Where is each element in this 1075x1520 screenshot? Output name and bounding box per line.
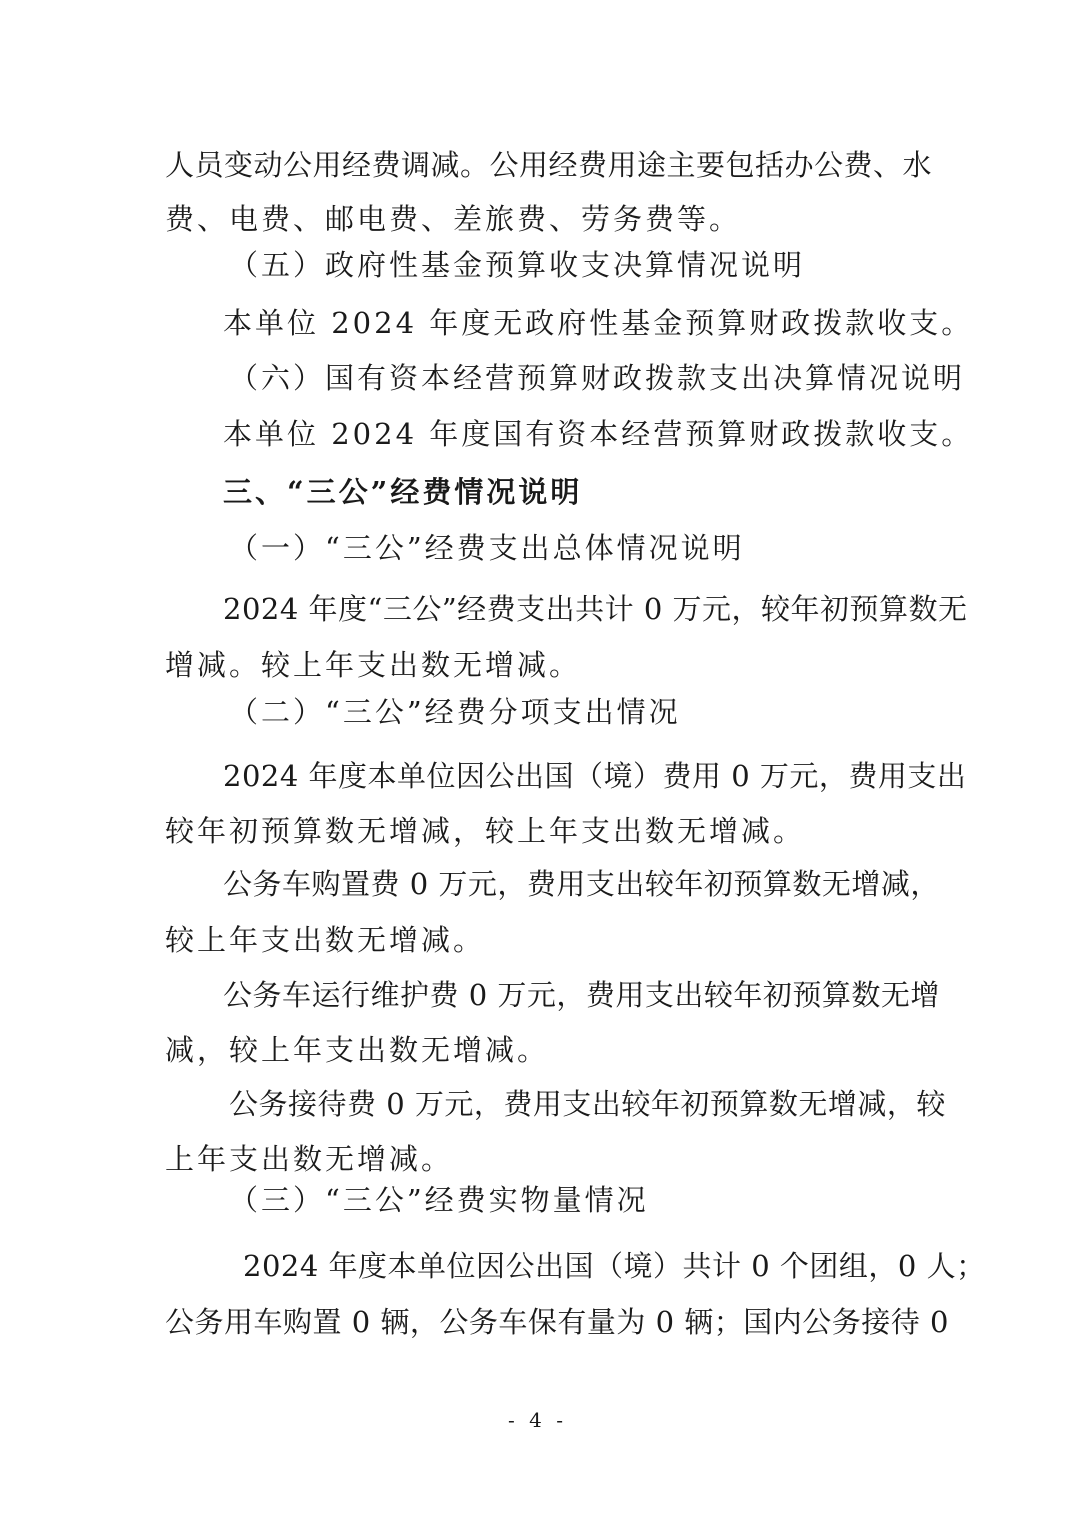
- section-heading: （三）“三公”经费实物量情况: [229, 1183, 649, 1217]
- body-text-line: 2024 年度本单位因公出国（境）费用 0 万元，费用支出: [223, 759, 967, 793]
- body-text-line: 2024 年度本单位因公出国（境）共计 0 个团组，0 人；: [243, 1249, 986, 1283]
- section-heading: （五）政府性基金预算收支决算情况说明: [229, 248, 806, 282]
- body-text-line: 公务用车购置 0 辆，公务车保有量为 0 辆；国内公务接待 0: [165, 1305, 949, 1339]
- body-text-line: 人员变动公用经费调减。公用经费用途主要包括办公费、水: [165, 148, 933, 182]
- body-text-line: 费、电费、邮电费、差旅费、劳务费等。: [165, 202, 742, 236]
- body-text-line: 增减。较上年支出数无增减。: [165, 648, 582, 682]
- body-text-line: 本单位 2024 年度国有资本经营预算财政拨款收支。: [223, 417, 974, 451]
- body-text-line: 上年支出数无增减。: [165, 1142, 454, 1176]
- body-text-line: 公务接待费 0 万元，费用支出较年初预算数无增减，较: [229, 1087, 946, 1121]
- section-heading: （一）“三公”经费支出总体情况说明: [229, 531, 745, 565]
- body-text-line: 公务车运行维护费 0 万元，费用支出较年初预算数无增: [223, 978, 940, 1012]
- section-heading: （二）“三公”经费分项支出情况: [229, 695, 681, 729]
- section-heading: （六）国有资本经营预算财政拨款支出决算情况说明: [229, 361, 966, 395]
- chapter-heading: 三、“三公”经费情况说明: [223, 475, 583, 509]
- body-text-line: 公务车购置费 0 万元，费用支出较年初预算数无增减，: [223, 867, 940, 901]
- body-text-line: 本单位 2024 年度无政府性基金预算财政拨款收支。: [223, 306, 974, 340]
- body-text-line: 减，较上年支出数无增减。: [165, 1033, 550, 1067]
- body-text-line: 2024 年度“三公”经费支出共计 0 万元，较年初预算数无: [223, 592, 968, 626]
- body-text-line: 较上年支出数无增减。: [165, 923, 486, 957]
- page-number: - 4 -: [508, 1408, 567, 1432]
- body-text-line: 较年初预算数无增减，较上年支出数无增减。: [165, 814, 806, 848]
